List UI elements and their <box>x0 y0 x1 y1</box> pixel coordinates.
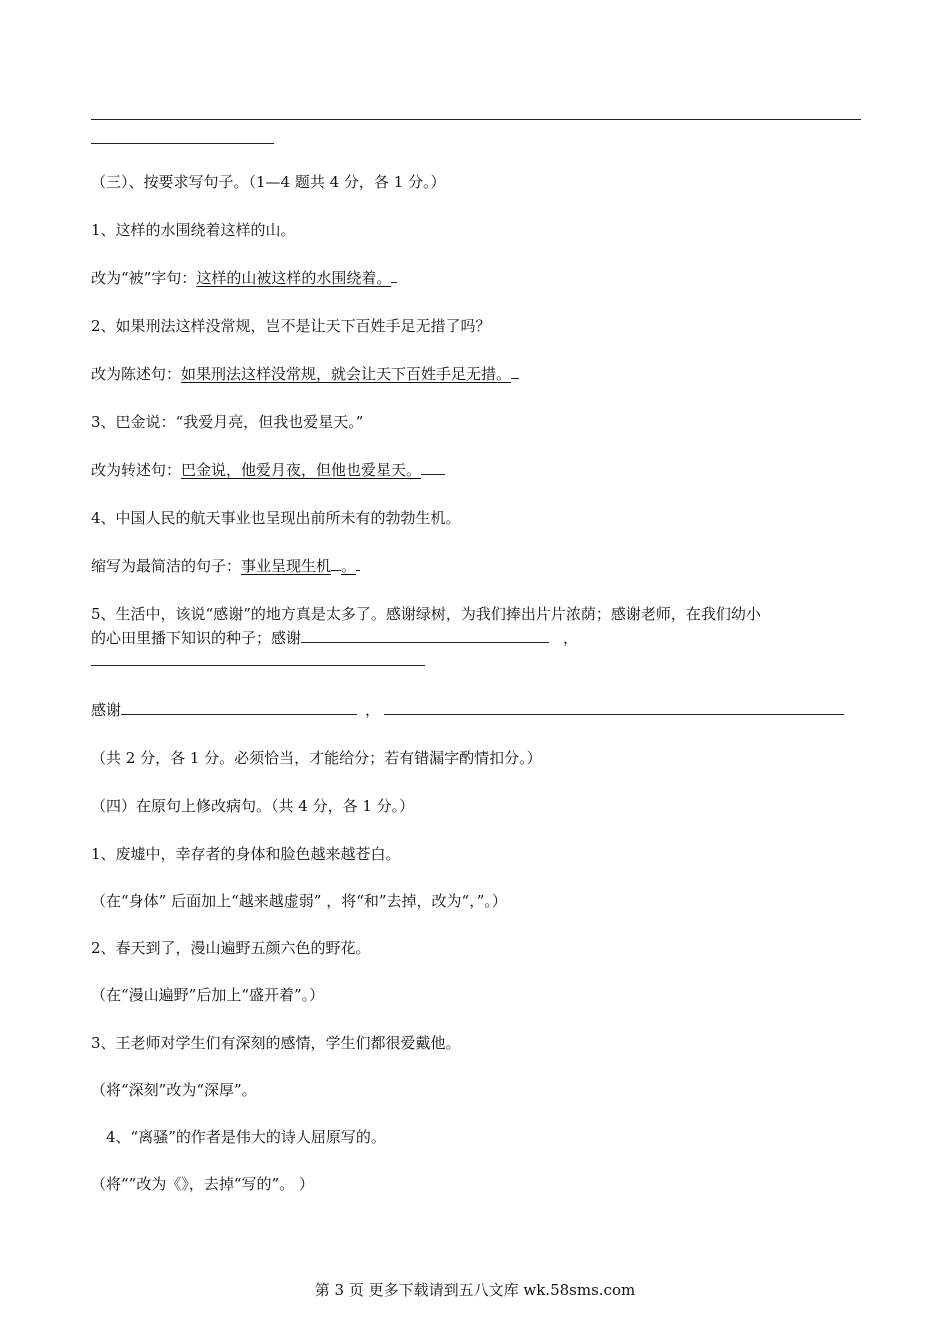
s3-q5-line1: 5、生活中，该说“感谢”的地方真是太多了。感谢绿树，为我们捧出片片浓荫；感谢老师，在我们幼小 <box>91 605 761 623</box>
s3-q1-underline-tail <box>391 268 397 283</box>
s3-q1-answer: 这样的山被这样的水围绕着。 <box>196 269 392 287</box>
s3-q1-answer-row <box>91 268 397 288</box>
page-footer: 第 3 页 更多下载请到五八文库 wk.58sms.com <box>314 1281 636 1299</box>
s4-q4-fix: （将“”改为《》，去掉“写的”。 ） <box>91 1175 314 1193</box>
s3-q5-blank-2[interactable] <box>91 665 425 666</box>
s3-q4-answer-row <box>91 556 360 576</box>
s3-q5-line4 <box>91 700 844 720</box>
s3-q4-underline-tail <box>356 556 360 571</box>
s3-q5-blank-3[interactable] <box>121 700 357 715</box>
s4-q2: 2、春天到了，漫山遍野五颜六色的野花。 <box>91 939 371 957</box>
s3-q4-answer: 事业呈现生机 <box>241 557 332 575</box>
s3-q4-underline-gap <box>331 556 341 571</box>
s3-q3-underline-tail <box>421 460 445 475</box>
s4-q2-fix: （在“漫山遍野”后加上“盛开着”。） <box>91 986 325 1004</box>
s3-q5-line2 <box>91 628 578 648</box>
s4-q3-fix: （将“深刻”改为“深厚”。 <box>91 1081 257 1099</box>
s3-q5-note: （共 2 分，各 1 分。必须恰当，才能给分；若有错漏字酌情扣分。） <box>91 749 542 767</box>
s3-q3-label: 改为转述句： <box>91 461 182 479</box>
answer-line-top <box>91 119 861 120</box>
s3-q1: 1、这样的水围绕着这样的山。 <box>91 221 296 239</box>
s3-q5-blank-4[interactable] <box>384 700 844 715</box>
section3-heading: （三）、按要求写句子。（1—4 题共 4 分，各 1 分。） <box>91 173 446 191</box>
s3-q3-answer-row <box>91 460 445 480</box>
s4-q3: 3、王老师对学生们有深刻的感情，学生们都很爱戴他。 <box>91 1034 461 1052</box>
s3-q5-comma-1: ， <box>563 629 579 647</box>
s3-q4-label: 缩写为最简洁的句子： <box>91 557 242 575</box>
s3-q4-end: 。 <box>341 557 357 575</box>
s3-q2-answer-row <box>91 364 519 384</box>
s4-q1-fix: （在“身体” 后面加上“越来越虚弱” ，将“和”去掉，改为“，”。） <box>91 892 507 910</box>
s3-q4: 4、中国人民的航天事业也呈现出前所未有的勃勃生机。 <box>91 509 461 527</box>
s3-q2-answer: 如果刑法这样没常规，就会让天下百姓手足无措。 <box>181 365 512 383</box>
s3-q5-line2-text: 的心田里播下知识的种子；感谢 <box>91 629 302 647</box>
s3-q2-label: 改为陈述句： <box>91 365 182 383</box>
s3-q5-line4-start: 感谢 <box>91 701 122 719</box>
section4-heading: （四）在原句上修改病句。（共 4 分，各 1 分。） <box>91 797 415 815</box>
s3-q2-underline-tail <box>511 364 519 379</box>
s3-q5-comma-2: ， <box>365 701 381 719</box>
s3-q2: 2、如果刑法这样没常规，岂不是让天下百姓手足无措了吗？ <box>91 317 491 335</box>
s3-q3: 3、巴金说：“我爱月亮，但我也爱星天。” <box>91 413 364 431</box>
s4-q1: 1、废墟中，幸存者的身体和脸色越来越苍白。 <box>91 845 401 863</box>
answer-line-short <box>91 143 274 144</box>
s3-q3-answer: 巴金说，他爱月夜，但他也爱星天。 <box>181 461 422 479</box>
s3-q1-label: 改为“被”字句： <box>91 269 197 287</box>
s3-q5-blank-1[interactable] <box>301 628 549 643</box>
s4-q4: 4、“离骚”的作者是伟大的诗人屈原写的。 <box>106 1128 386 1146</box>
